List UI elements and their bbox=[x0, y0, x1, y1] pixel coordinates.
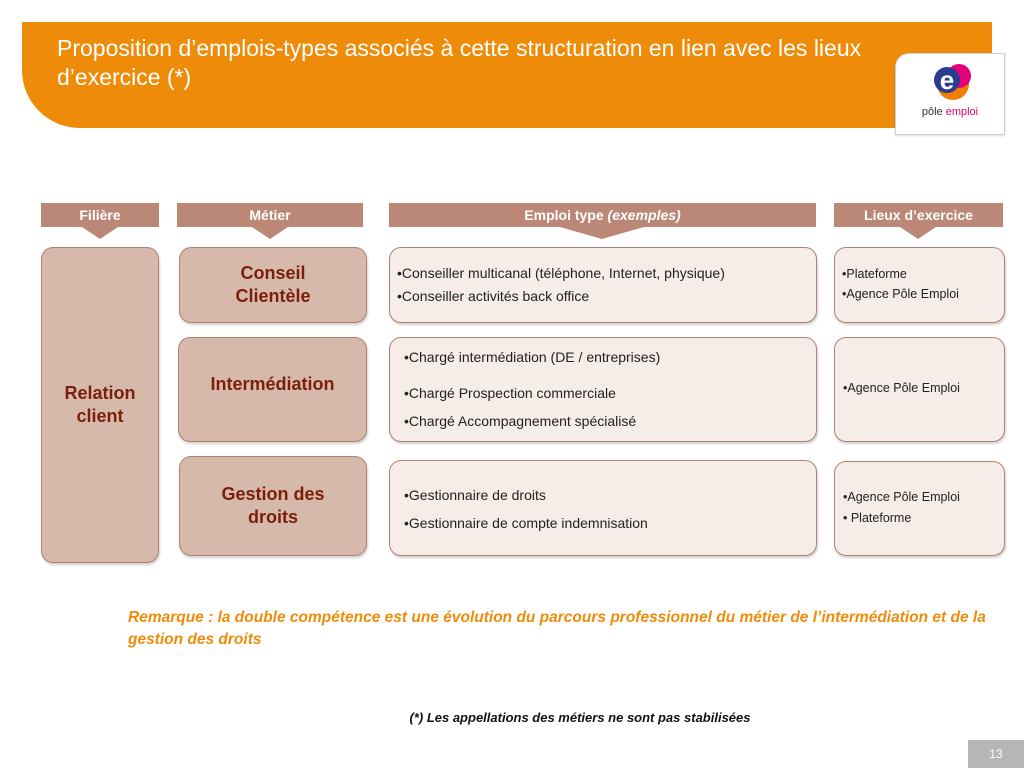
header-lieux: Lieux d’exercice bbox=[834, 203, 1003, 227]
metier-label-gestion: Gestion des droits bbox=[221, 484, 325, 527]
svg-text:e: e bbox=[939, 65, 955, 95]
header-emploi-type bbox=[389, 203, 816, 227]
lieu-item: •Agence Pôle Emploi bbox=[843, 490, 960, 504]
emploi-item: •Chargé Accompagnement spécialisé bbox=[404, 413, 637, 429]
logo-text bbox=[896, 106, 1004, 118]
logo-text-pole: pôle bbox=[921, 106, 943, 118]
lieu-item: • Plateforme bbox=[843, 511, 912, 525]
header-metier-arrow bbox=[252, 227, 288, 239]
page-number: 13 bbox=[968, 740, 1024, 768]
logo-text-emploi: emploi bbox=[945, 106, 979, 118]
emploi-box-intermediation bbox=[389, 337, 817, 442]
header-lieux-arrow bbox=[900, 227, 936, 239]
emploi-item: •Gestionnaire de droits bbox=[404, 487, 546, 503]
header-metier: Métier bbox=[177, 203, 363, 227]
remark-text: Remarque : la double compétence est une évolution du parcours professionnel du métier de l’intermédiation et de la gestion des droits bbox=[128, 609, 986, 648]
emploi-item: •Chargé intermédiation (DE / entreprises) bbox=[404, 349, 661, 365]
emploi-box-conseil bbox=[389, 247, 817, 323]
emploi-box-gestion bbox=[389, 460, 817, 556]
emploi-item: •Conseiller multicanal (téléphone, Internet, physique) bbox=[397, 265, 725, 281]
lieux-box-intermediation bbox=[834, 337, 1005, 442]
metier-box-conseil bbox=[179, 247, 367, 323]
header-filiere-arrow bbox=[82, 227, 118, 239]
emploi-item: •Chargé Prospection commerciale bbox=[404, 385, 616, 401]
header-emploi-type-note: (exemples) bbox=[607, 207, 681, 223]
emploi-item: •Conseiller activités back office bbox=[397, 288, 590, 304]
emploi-item: •Gestionnaire de compte indemnisation bbox=[404, 515, 648, 531]
metier-box-intermediation bbox=[178, 337, 367, 442]
header-emploi-type-label: Emploi type bbox=[524, 207, 604, 223]
metier-label-intermediation: Intermédiation bbox=[210, 374, 335, 394]
lieux-box-conseil bbox=[834, 247, 1005, 323]
pole-emploi-logo bbox=[895, 53, 1005, 135]
header-emploi-arrow bbox=[560, 227, 644, 239]
slide-title: Proposition d’emplois-types associés à cette structuration en lien avec les lieux d’exercice (*) bbox=[57, 35, 862, 90]
metier-label-conseil: Conseil Clientèle bbox=[235, 263, 311, 306]
lieu-item: •Agence Pôle Emploi bbox=[843, 381, 960, 395]
footnote: (*) Les appellations des métiers ne sont pas stabilisées bbox=[409, 710, 751, 725]
lieu-item: •Agence Pôle Emploi bbox=[842, 287, 959, 301]
filiere-box bbox=[41, 247, 159, 563]
header-filiere: Filière bbox=[41, 203, 159, 227]
logo-e-icon bbox=[896, 54, 1004, 109]
lieu-item: •Plateforme bbox=[842, 267, 907, 281]
lieux-box-gestion bbox=[834, 461, 1005, 556]
metier-box-gestion bbox=[179, 456, 367, 556]
filiere-label: Relation client bbox=[64, 383, 136, 426]
